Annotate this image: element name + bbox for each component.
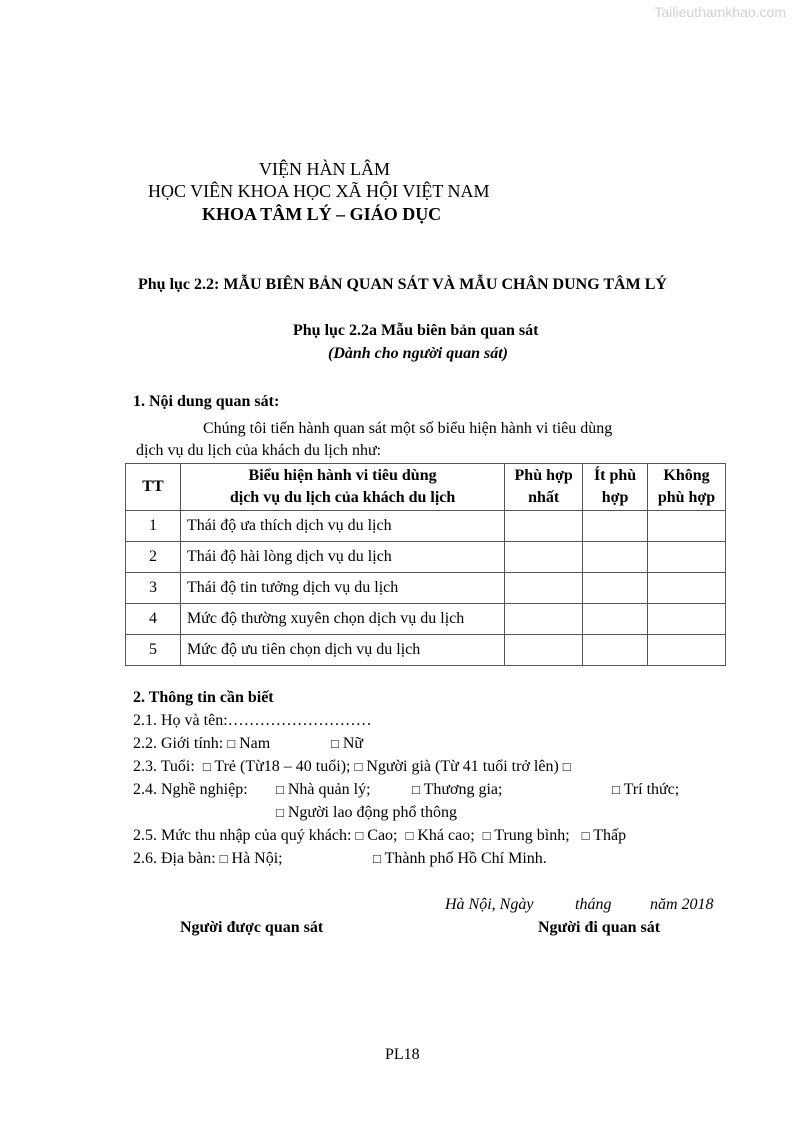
gender-label: 2.2. Giới tính: <box>133 735 224 752</box>
table-row <box>126 573 726 604</box>
cell-most-suitable[interactable] <box>505 604 583 635</box>
location-label: 2.6. Địa bàn: <box>133 850 216 867</box>
checkbox-icon[interactable]: □ <box>202 759 211 774</box>
appendix-title: Phụ lục 2.2: MẪU BIÊN BẢN QUAN SÁT VÀ MẪU CHÂN DUNG TÂM LÝ <box>138 276 667 293</box>
cell-less-suitable[interactable] <box>583 635 648 666</box>
row-number: 4 <box>126 604 181 635</box>
income-row <box>133 827 626 845</box>
location-option-hanoi: Hà Nội; <box>231 850 283 867</box>
table-row <box>126 635 726 666</box>
row-behavior: Thái độ tin tưởng dịch vụ du lịch <box>180 573 504 604</box>
row-behavior: Mức độ thường xuyên chọn dịch vụ du lịch <box>180 604 504 635</box>
location-option-hcmc: Thành phố Hồ Chí Minh. <box>384 850 547 867</box>
cell-most-suitable[interactable] <box>505 542 583 573</box>
occupation-option-worker-wrap <box>276 804 457 822</box>
cell-not-suitable[interactable] <box>648 573 726 604</box>
table-row <box>126 604 726 635</box>
occupation-option-business: Thương gia; <box>423 781 503 798</box>
section1-intro-line1: Chúng tôi tiến hành quan sát một số biểu hiện hành vi tiêu dùng <box>203 420 613 437</box>
date-month: tháng <box>575 896 612 913</box>
checkbox-icon[interactable]: □ <box>405 828 414 843</box>
header-col5-line2: phù hợp <box>657 489 716 506</box>
table-row <box>126 511 726 542</box>
section2-heading: 2. Thông tin cần biết <box>133 689 274 706</box>
signature-observed: Người được quan sát <box>180 919 324 936</box>
income-option-average: Trung bình; <box>494 827 570 844</box>
faculty-name: KHOA TÂM LÝ – GIÁO DỤC <box>202 204 442 224</box>
cell-not-suitable[interactable] <box>648 604 726 635</box>
income-option-high: Cao; <box>367 827 398 844</box>
header-col4-line1: Ít phù <box>593 467 637 484</box>
cell-not-suitable[interactable] <box>648 542 726 573</box>
checkbox-icon[interactable]: □ <box>276 805 284 820</box>
occupation-option-intellectual: Trí thức; <box>623 781 680 798</box>
section1-heading: 1. Nội dung quan sát: <box>133 393 280 410</box>
row-number: 2 <box>126 542 181 573</box>
location-option-hcmc-wrap <box>373 850 547 868</box>
header-col3-line2: nhất <box>528 489 560 506</box>
location-row <box>133 850 283 868</box>
cell-most-suitable[interactable] <box>505 511 583 542</box>
header-most-suitable <box>505 464 583 511</box>
gender-row <box>133 735 270 753</box>
header-not-suitable <box>648 464 726 511</box>
observation-table <box>125 463 726 666</box>
row-number: 1 <box>126 511 181 542</box>
header-less-suitable <box>583 464 648 511</box>
row-behavior: Thái độ ưa thích dịch vụ du lịch <box>180 511 504 542</box>
checkbox-icon[interactable]: □ <box>227 736 236 751</box>
occupation-option-manager: Nhà quản lý; <box>287 781 371 798</box>
income-label: 2.5. Mức thu nhập của quý khách: <box>133 827 352 844</box>
cell-less-suitable[interactable] <box>583 573 648 604</box>
table-row <box>126 542 726 573</box>
income-option-fairly-high: Khá cao; <box>417 827 475 844</box>
header-col3-line1: Phù hợp <box>514 467 573 484</box>
occupation-option-business-wrap <box>412 781 502 799</box>
checkbox-icon[interactable]: □ <box>354 759 363 774</box>
checkbox-icon[interactable]: □ <box>355 828 364 843</box>
watermark: Tailieuthamkhao.com <box>654 4 786 20</box>
header-behavior-line2: dịch vụ du lịch của khách du lịch <box>229 489 456 506</box>
row-behavior: Mức độ ưu tiên chọn dịch vụ du lịch <box>180 635 504 666</box>
cell-not-suitable[interactable] <box>648 635 726 666</box>
header-behavior <box>180 464 504 511</box>
occupation-option-intellectual-wrap <box>612 781 679 799</box>
date-year: năm 2018 <box>650 896 714 913</box>
row-number: 3 <box>126 573 181 604</box>
checkbox-icon[interactable]: □ <box>562 759 571 774</box>
gender-option-female: Nữ <box>342 735 364 752</box>
age-option-young: Trẻ (Từ18 – 40 tuổi); <box>214 758 351 775</box>
cell-less-suitable[interactable] <box>583 511 648 542</box>
age-label: 2.3. Tuổi: <box>133 758 195 775</box>
cell-less-suitable[interactable] <box>583 604 648 635</box>
date-place: Hà Nội, Ngày <box>445 896 534 913</box>
checkbox-icon[interactable]: □ <box>412 782 420 797</box>
header-col5-line1: Không <box>663 467 710 484</box>
gender-option-female-wrap <box>331 735 363 753</box>
cell-not-suitable[interactable] <box>648 511 726 542</box>
gender-option-male: Nam <box>239 735 271 752</box>
page-number: PL18 <box>385 1046 420 1063</box>
institute-line1: VIỆN HÀN LÂM <box>259 159 390 179</box>
occupation-option-manager-wrap <box>276 781 371 799</box>
header-behavior-line1: Biểu hiện hành vi tiêu dùng <box>248 467 437 484</box>
appendix-note: (Dành cho người quan sát) <box>328 345 508 362</box>
cell-most-suitable[interactable] <box>505 635 583 666</box>
row-behavior: Thái độ hài lòng dịch vụ du lịch <box>180 542 504 573</box>
appendix-subtitle: Phụ lục 2.2a Mẫu biên bản quan sát <box>293 322 539 339</box>
section1-intro-line2: dịch vụ du lịch của khách du lịch như: <box>136 442 382 459</box>
age-row <box>133 758 571 776</box>
name-field[interactable]: 2.1. Họ và tên:……………………… <box>133 712 372 729</box>
checkbox-icon[interactable]: □ <box>219 851 228 866</box>
age-option-old: Người già (Từ 41 tuổi trở lên) <box>366 758 559 775</box>
checkbox-icon[interactable]: □ <box>276 782 284 797</box>
signature-observer: Người đi quan sát <box>538 919 661 936</box>
cell-less-suitable[interactable] <box>583 542 648 573</box>
header-tt: TT <box>126 464 181 511</box>
institute-line2: HỌC VIÊN KHOA HỌC XÃ HỘI VIỆT NAM <box>148 181 490 201</box>
header-col4-line2: hợp <box>601 489 629 506</box>
cell-most-suitable[interactable] <box>505 573 583 604</box>
table-header-row <box>126 464 726 511</box>
checkbox-icon[interactable]: □ <box>373 851 381 866</box>
income-option-low: Thấp <box>593 827 627 844</box>
checkbox-icon[interactable]: □ <box>482 828 491 843</box>
row-number: 5 <box>126 635 181 666</box>
checkbox-icon[interactable]: □ <box>581 828 590 843</box>
checkbox-icon[interactable]: □ <box>331 736 339 751</box>
occupation-option-worker: Người lao động phổ thông <box>287 804 457 821</box>
occupation-label: 2.4. Nghề nghiệp: <box>133 781 248 798</box>
checkbox-icon[interactable]: □ <box>612 782 620 797</box>
